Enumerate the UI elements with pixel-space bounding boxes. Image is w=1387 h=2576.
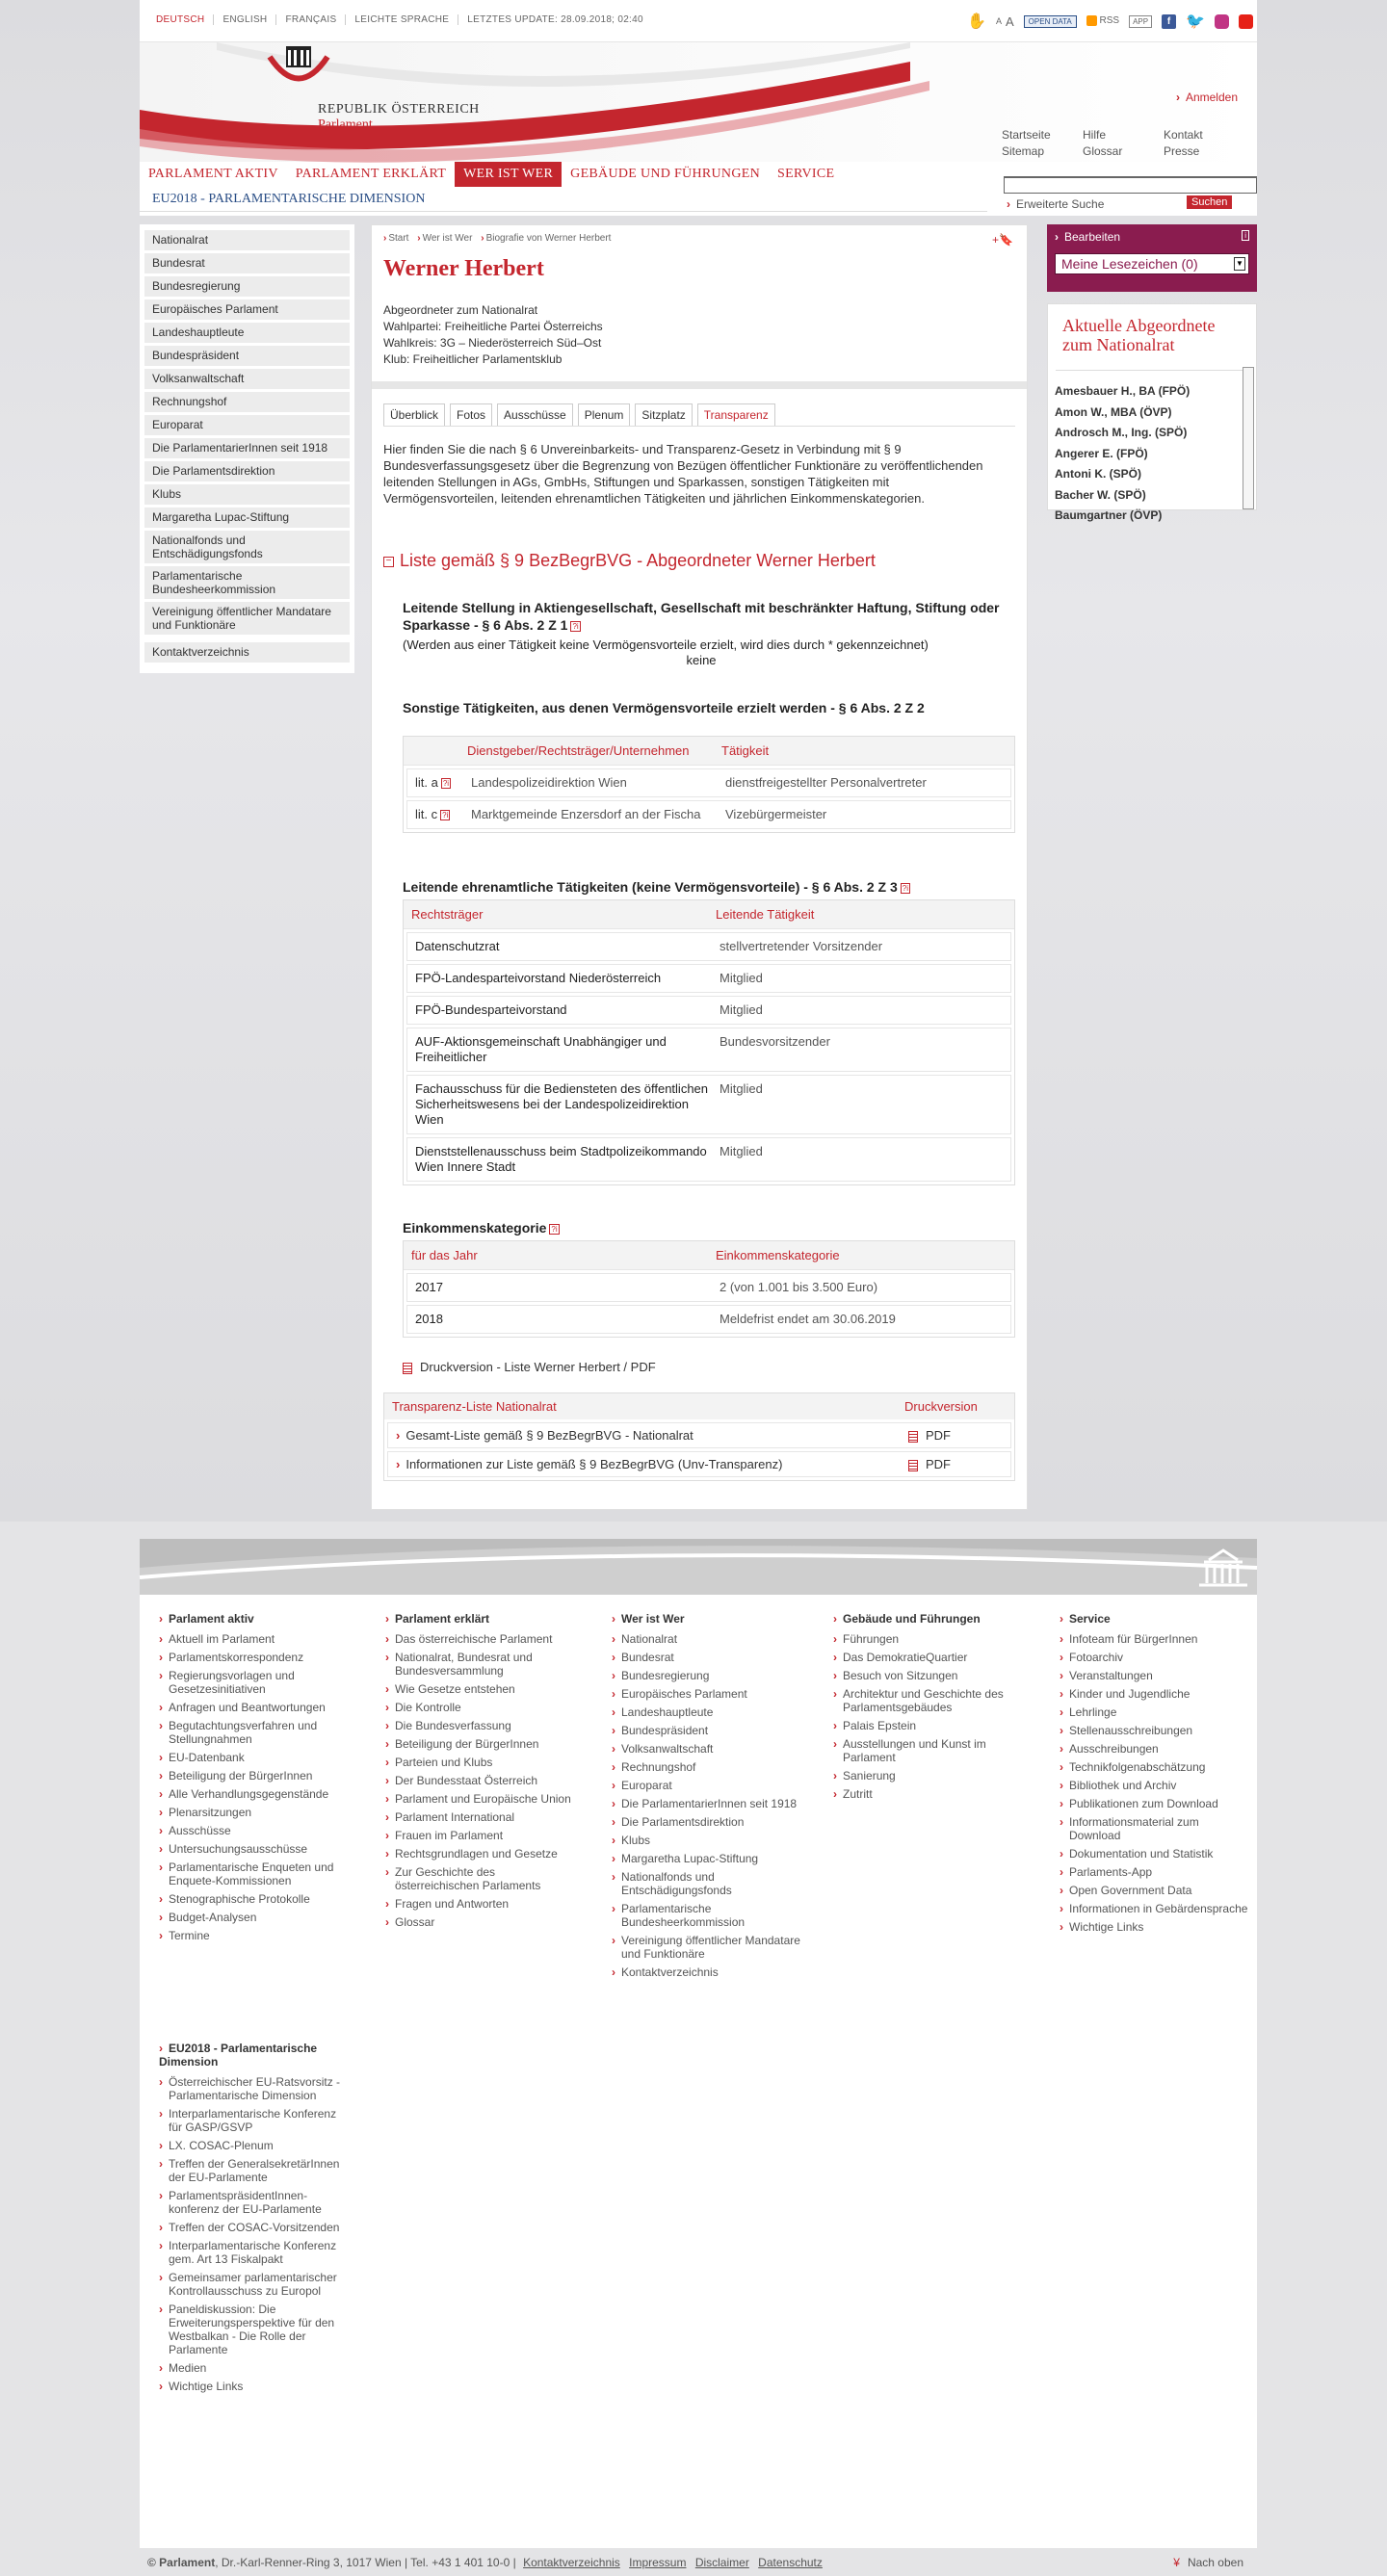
footer-heading[interactable]: › EU2018 - Parlamentarische Dimension (159, 2042, 352, 2069)
intro-text: Hier finden Sie die nach § 6 Unvereinbarkeits- und Transparenz-Gesetz in Verbindung mit § 9 Bundesverfassungsgesetz über die Begrenzung von Bezügen öffentlicher Funktionäre zu veröffentlichenden leitenden Stellungen in AGs, GmbHs, Stiftungen und Sparkassen, sonstigen Tätigkeiten mit Vermögensvorteilen, leitenden ehrenamtlichen Tätigkeiten und jährlichen Einkommenskategorien. (383, 442, 983, 506)
tab-ausschuesse[interactable]: Ausschüsse (497, 403, 573, 426)
footer-link[interactable]: › Regierungsvorlagen und Gesetzesinitiativen (159, 1669, 352, 1696)
language-switcher (147, 14, 652, 25)
footer-link[interactable]: › Fragen und Antworten (385, 1897, 578, 1911)
page-title: Werner Herbert (383, 256, 544, 281)
tab-sitzplatz[interactable]: Sitzplatz (635, 403, 692, 426)
footer-link[interactable]: › Wie Gesetze entstehen (385, 1682, 578, 1696)
row-org: Fachausschuss für die Bediensteten des öffentlichen Sicherheitswesens bei der Landespolizeidirektion Wien (415, 1081, 709, 1127)
quicklink-startseite[interactable]: Startseite (1002, 128, 1051, 142)
footer-link[interactable]: › Bundesrat (612, 1651, 804, 1664)
ehren-heading (403, 879, 910, 895)
logo-text (318, 102, 480, 133)
einkommen-heading (403, 1220, 560, 1236)
info-icon[interactable]: ?i (902, 883, 908, 893)
footer-link[interactable]: › Treffen der COSAC-Vorsitzenden (159, 2221, 352, 2234)
bookmark-add-icon[interactable]: +🔖 (992, 233, 1013, 247)
footer-link[interactable]: › Informationsmaterial zum Download (1060, 1815, 1252, 1842)
list-item[interactable]: Bacher W. (SPÖ) (1055, 487, 1146, 502)
sidebar-item-nationalrat[interactable]: Nationalrat (144, 230, 350, 250)
footer-link[interactable]: › Der Bundesstaat Österreich (385, 1774, 578, 1787)
row-org: FPÖ-Bundesparteivorstand (415, 1002, 567, 1017)
header-rechtstraeger: Rechtsträger (411, 907, 484, 922)
breadcrumb-current: Biografie von Werner Herbert (485, 233, 612, 244)
instagram-icon[interactable] (1215, 14, 1229, 29)
footer-link[interactable]: › Sanierung (833, 1769, 1035, 1782)
header (140, 0, 1257, 216)
youtube-icon[interactable] (1239, 14, 1253, 29)
footer-link[interactable]: › Untersuchungsausschüsse (159, 1842, 352, 1856)
table-row[interactable]: › Informationen zur Liste gemäß § 9 BezBegrBVG (Unv-Transparenz) PDF (387, 1451, 1011, 1477)
header-year: für das Jahr (411, 1248, 478, 1262)
table-row (406, 1075, 1011, 1134)
facebook-icon[interactable]: f (1162, 14, 1176, 29)
top-icons (967, 12, 1253, 31)
footer-link[interactable]: › Alle Verhandlungsgegenstände (159, 1787, 352, 1801)
footer-link[interactable]: › Budget-Analysen (159, 1911, 352, 1924)
footer-link[interactable]: › Kontaktverzeichnis (612, 1965, 804, 1979)
footer-link[interactable]: › Palais Epstein (833, 1719, 1035, 1732)
lang-fr[interactable]: FRANÇAIS (276, 14, 346, 25)
footer-link[interactable]: › Das DemokratieQuartier (833, 1651, 1035, 1664)
leitende-body (403, 637, 1000, 668)
footer-link[interactable]: › Dokumentation und Statistik (1060, 1847, 1252, 1860)
mp-list (1055, 381, 1191, 522)
rss-label: RSS (1099, 15, 1120, 27)
main-nav (140, 162, 843, 187)
list-item[interactable]: Amesbauer H., BA (FPÖ) (1055, 384, 1191, 398)
header-list: Transparenz-Liste Nationalrat (392, 1399, 557, 1414)
sonstige-heading (403, 700, 925, 716)
quicklink-kontakt[interactable]: Kontakt (1164, 128, 1203, 142)
bookmarks-value: Meine Lesezeichen (0) (1061, 256, 1198, 272)
section-header[interactable] (383, 551, 876, 571)
footer-heading[interactable]: › Parlament erklärt (385, 1612, 578, 1626)
address: , Dr.-Karl-Renner-Ring 3, 1017 Wien | Tel. +43 1 401 10-0 | (215, 2556, 516, 2569)
nav-gebaeude[interactable]: GEBÄUDE UND FÜHRUNGEN (570, 167, 761, 181)
table-row (406, 1137, 1011, 1182)
row-org: Landespolizeidirektion Wien (471, 775, 627, 790)
breadcrumb-wer-ist-wer[interactable]: Wer ist Wer (422, 233, 473, 244)
footer-link[interactable]: › Die Parlamentsdirektion (612, 1815, 804, 1829)
footer-link[interactable]: › Parlaments-App (1060, 1865, 1252, 1879)
footer-link[interactable]: › EU-Datenbank (159, 1751, 352, 1764)
rss-link[interactable] (1086, 15, 1119, 26)
footer-link[interactable]: › Parlament und Europäische Union (385, 1792, 578, 1806)
quicklink-glossar[interactable]: Glossar (1083, 144, 1123, 158)
footer-link[interactable]: › Stellenausschreibungen (1060, 1724, 1252, 1737)
quicklink-presse[interactable]: Presse (1164, 144, 1200, 158)
list-item[interactable]: Baumgartner (ÖVP) (1055, 508, 1163, 522)
sign-language-icon[interactable]: ✋ (967, 13, 986, 30)
sidebar-item-europarat[interactable]: Europarat (144, 415, 350, 435)
header-taetigkeit: Leitende Tätigkeit (716, 907, 815, 922)
table-header (404, 737, 1014, 766)
row-year: 2018 (415, 1312, 443, 1326)
footer-link[interactable]: › Ausschüsse (159, 1824, 352, 1837)
footer-link[interactable]: › Wichtige Links (1060, 1920, 1252, 1934)
sidebar-item-klubs[interactable]: Klubs (144, 484, 350, 505)
footer-link[interactable]: › Zutritt (833, 1787, 1035, 1801)
table-row[interactable]: › Gesamt-Liste gemäß § 9 BezBegrBVG - Nationalrat PDF (387, 1422, 1011, 1448)
footer-heading[interactable]: › Parlament aktiv (159, 1612, 352, 1626)
table-row (406, 1028, 1011, 1072)
lang-en[interactable]: ENGLISH (214, 14, 276, 25)
sidebar-item-kontaktverzeichnis[interactable]: Kontaktverzeichnis (144, 642, 350, 663)
twitter-icon[interactable]: 🐦 (1186, 13, 1205, 30)
footer-link[interactable]: › Begutachtungsverfahren und Stellungnahmen (159, 1719, 352, 1746)
list-item[interactable]: Antoni K. (SPÖ) (1055, 467, 1141, 481)
footer-col-aktiv (159, 1612, 352, 1947)
transparency-list (383, 1392, 1015, 1481)
table-row (406, 800, 1011, 829)
row-activity: Mitglied (720, 1081, 763, 1096)
sidebar-item-bundesrat[interactable]: Bundesrat (144, 253, 350, 273)
list-link[interactable]: Gesamt-Liste gemäß § 9 BezBegrBVG - Nationalrat (406, 1428, 694, 1443)
footer-link[interactable]: › Stenographische Protokolle (159, 1892, 352, 1906)
top-bar (140, 0, 1257, 42)
footer-link[interactable]: › Beteiligung der BürgerInnen (385, 1737, 578, 1751)
leitende-heading (403, 599, 1019, 634)
table-row (406, 1273, 1011, 1302)
footer-link[interactable]: › Informationen in Gebärdensprache (1060, 1902, 1252, 1915)
footer-link[interactable]: › Parteien und Klubs (385, 1756, 578, 1769)
footer-link[interactable]: › Parlamentarische Enqueten und Enquete-Kommissionen (159, 1860, 352, 1887)
mp-party: Wahlpartei: Freiheitliche Partei Österreichs (383, 320, 603, 333)
footer-link[interactable]: › Die Kontrolle (385, 1701, 578, 1714)
table-row (406, 964, 1011, 993)
footer-link[interactable]: › LX. COSAC-Plenum (159, 2139, 352, 2152)
footer-link[interactable]: › Zur Geschichte des österreichischen Parlaments (385, 1865, 578, 1892)
bookmarks-panel (1047, 224, 1257, 292)
footer-link[interactable]: › Die Bundesverfassung (385, 1719, 578, 1732)
tab-transparenz[interactable]: Transparenz (697, 403, 775, 426)
rss-icon (1086, 15, 1097, 26)
sidebar-item-bundespraesident[interactable]: Bundespräsident (144, 346, 350, 366)
footer-link[interactable]: › Glossar (385, 1915, 578, 1929)
info-icon[interactable]: ?i (551, 1224, 558, 1234)
quick-links (1002, 128, 1244, 158)
app-button[interactable]: APP (1129, 15, 1152, 28)
table-header (384, 1393, 1014, 1419)
footer-link[interactable]: › Europäisches Parlament (612, 1687, 804, 1701)
nav-eu2018[interactable]: EU2018 - PARLAMENTARISCHE DIMENSION (140, 189, 987, 212)
main-content (371, 224, 1028, 1510)
row-activity: Mitglied (720, 971, 763, 985)
footer-link[interactable]: › Nationalfonds und Entschädigungsfonds (612, 1870, 804, 1897)
pdf-link[interactable]: PDF (926, 1457, 951, 1471)
row-category: 2 (von 1.001 bis 3.500 Euro) (720, 1280, 878, 1294)
table-row (406, 768, 1011, 797)
sidebar-item-parlamentsdirektion[interactable]: Die Parlamentsdirektion (144, 461, 350, 481)
footer-link[interactable]: › Interparlamentarische Konferenz gem. Art 13 Fiskalpakt (159, 2239, 352, 2266)
footer-link-datenschutz[interactable]: Datenschutz (758, 2556, 823, 2569)
bottom-bar (140, 2548, 1257, 2576)
info-icon[interactable]: i (1242, 230, 1249, 241)
sidebar-item-bundesheerkommission[interactable]: Parlamentarische Bundesheerkommission (144, 566, 350, 599)
current-mps-box (1047, 303, 1257, 522)
footer-link[interactable]: › Aktuell im Parlament (159, 1632, 352, 1646)
info-icon[interactable]: ?i (442, 779, 450, 789)
footer-link[interactable]: › Infoteam für BürgerInnen (1060, 1632, 1252, 1646)
footer-band (140, 1539, 1257, 1595)
bearbeiten-label: Bearbeiten (1064, 230, 1121, 244)
bearbeiten-row[interactable]: › Bearbeiten i (1055, 230, 1249, 244)
pdf-icon (908, 1431, 918, 1443)
last-update: LETZTES UPDATE: 28.09.2018; 02:40 (467, 14, 643, 25)
footer-link[interactable]: › Ausschreibungen (1060, 1742, 1252, 1756)
footer-link[interactable]: › Technikfolgenabschätzung (1060, 1760, 1252, 1774)
list-item[interactable]: Androsch M., Ing. (SPÖ) (1055, 426, 1188, 439)
footer-link[interactable]: › Das österreichische Parlament (385, 1632, 578, 1646)
leitende-title: Leitende Stellung in Aktiengesellschaft, Gesellschaft mit beschränkter Haftung, Stiftung oder Sparkasse - § 6 Abs. 2 Z 1 (403, 600, 1000, 633)
row-category: Meldefrist endet am 30.06.2019 (720, 1312, 896, 1326)
chevron-down-icon: ▼ (1234, 257, 1245, 271)
footer-link[interactable]: › Österreichischer EU-Ratsvorsitz - Parlamentarische Dimension (159, 2075, 352, 2102)
footer-link[interactable]: › Treffen der GeneralsekretärInnen der EU-Parlamente (159, 2157, 352, 2184)
section-title: Liste gemäß § 9 BezBegrBVG - Abgeordneter Werner Herbert (400, 551, 876, 570)
print-version-link[interactable] (403, 1360, 656, 1374)
login-label: Anmelden (1185, 91, 1238, 104)
footer-link[interactable]: › Parlamentarische Bundesheerkommission (612, 1902, 804, 1929)
footer (140, 1595, 1257, 2548)
header-print: Druckversion (904, 1399, 978, 1414)
footer-link[interactable]: › Veranstaltungen (1060, 1669, 1252, 1682)
footer-col-service (1060, 1612, 1252, 1939)
sidebar-item-landeshauptleute[interactable]: Landeshauptleute (144, 323, 350, 343)
footer-heading[interactable]: › Gebäude und Führungen (833, 1612, 1035, 1626)
footer-link[interactable]: › Nationalrat (612, 1632, 804, 1646)
footer-col-wer (612, 1612, 804, 1984)
footer-link[interactable]: › Vereinigung öffentlicher Mandatare und Funktionäre (612, 1934, 804, 1961)
footer-col-gebaeude (833, 1612, 1035, 1806)
footer-link[interactable]: › Wichtige Links (159, 2380, 352, 2393)
sidebar-item-parlamentarier[interactable]: Die ParlamentarierInnen seit 1918 (144, 438, 350, 458)
footer-heading[interactable]: › Service (1060, 1612, 1252, 1626)
sidebar-item-vereinigung[interactable]: Vereinigung öffentlicher Mandatare und Funktionäre (144, 602, 350, 635)
mp-role: Abgeordneter zum Nationalrat (383, 303, 538, 317)
row-lit: lit. a (415, 775, 438, 790)
footer-link[interactable]: › Anfragen und Beantwortungen (159, 1701, 352, 1714)
sonstige-title: Sonstige Tätigkeiten, aus denen Vermögensvorteile erzielt werden - § 6 Abs. 2 Z 2 (403, 700, 925, 716)
nav-service[interactable]: SERVICE (777, 167, 835, 181)
open-data-button[interactable]: OPEN DATA (1024, 15, 1077, 28)
einkommen-table (403, 1240, 1015, 1338)
header-category: Einkommenskategorie (716, 1248, 840, 1262)
footer-link-impressum[interactable]: Impressum (629, 2556, 687, 2569)
nav-wer-ist-wer[interactable]: WER IST WER (455, 162, 562, 187)
search-input[interactable] (1004, 176, 1257, 194)
footer-link[interactable]: › Open Government Data (1060, 1884, 1252, 1897)
quicklink-hilfe[interactable]: Hilfe (1083, 128, 1107, 142)
login-link[interactable]: › Anmelden (1175, 91, 1238, 104)
current-mps-title: Aktuelle Abgeordnete zum Nationalrat (1062, 316, 1216, 354)
footer-link[interactable]: › Die ParlamentarierInnen seit 1918 (612, 1797, 804, 1810)
sidebar-item-rechnungshof[interactable]: Rechnungshof (144, 392, 350, 412)
footer-link[interactable]: › Nationalrat, Bundesrat und Bundesversammlung (385, 1651, 578, 1678)
back-to-top-label: Nach oben (1187, 2556, 1243, 2569)
row-org: Dienststellenausschuss beim Stadtpolizeikommando Wien Innere Stadt (415, 1144, 707, 1174)
row-year: 2017 (415, 1280, 443, 1294)
footer-link[interactable]: › Rechnungshof (612, 1760, 804, 1774)
row-lit: lit. c (415, 807, 438, 821)
font-small-button[interactable]: A (995, 16, 1002, 26)
footer-link[interactable]: › Plenarsitzungen (159, 1806, 352, 1819)
footer-link[interactable]: › Frauen im Parlament (385, 1829, 578, 1842)
footer-link[interactable]: › Margaretha Lupac-Stiftung (612, 1852, 804, 1865)
list-item[interactable]: Angerer E. (FPÖ) (1055, 446, 1148, 460)
extended-search-label: Erweiterte Suche (1016, 197, 1105, 211)
footer-link[interactable]: › Interparlamentarische Konferenz für GASP/GSVP (159, 2107, 352, 2134)
breadcrumb-start[interactable]: Start (388, 233, 409, 244)
table-header (404, 1241, 1014, 1270)
row-activity: Vizebürgermeister (725, 807, 827, 821)
pdf-icon (908, 1460, 918, 1471)
lang-de[interactable]: DEUTSCH (147, 14, 214, 25)
copyright: © Parlament (147, 2556, 216, 2569)
mp-district: Wahlkreis: 3G – Niederösterreich Süd–Ost (383, 336, 602, 350)
table-row (406, 932, 1011, 961)
leitende-note: (Werden aus einer Tätigkeit keine Vermögensvorteile erzielt, wird dies durch * gekennzeichnet) (403, 637, 929, 652)
footer-link-disclaimer[interactable]: Disclaimer (694, 2556, 749, 2569)
list-link[interactable]: Informationen zur Liste gemäß § 9 BezBegrBVG (Unv-Transparenz) (406, 1457, 783, 1471)
row-activity: Mitglied (720, 1144, 763, 1158)
profile-tabs (383, 403, 1015, 427)
footer-link[interactable]: › Volksanwaltschaft (612, 1742, 804, 1756)
footer-link[interactable]: › Führungen (833, 1632, 1035, 1646)
einkommen-title: Einkommenskategorie (403, 1220, 547, 1236)
sidebar-item-volksanwaltschaft[interactable]: Volksanwaltschaft (144, 369, 350, 389)
print-version-label: Druckversion - Liste Werner Herbert / PDF (420, 1360, 656, 1374)
nav-parlament-erklaert[interactable]: PARLAMENT ERKLÄRT (295, 167, 447, 181)
tab-ueberblick[interactable]: Überblick (383, 403, 445, 426)
row-org: AUF-Aktionsgemeinschaft Unabhängiger und Freiheitlicher (415, 1034, 667, 1064)
footer-col-erklaert (385, 1612, 578, 1934)
footer-link[interactable]: › Besuch von Sitzungen (833, 1669, 1035, 1682)
footer-link[interactable]: › Architektur und Geschichte des Parlamentsgebäudes (833, 1687, 1035, 1714)
info-icon[interactable]: ?i (442, 811, 449, 820)
tab-plenum[interactable]: Plenum (578, 403, 631, 426)
nav-parlament-aktiv[interactable]: PARLAMENT AKTIV (148, 167, 278, 181)
row-org: Marktgemeinde Enzersdorf an der Fischa (471, 807, 701, 821)
footer-link[interactable]: › Europarat (612, 1779, 804, 1792)
footer-link[interactable]: › Ausstellungen und Kunst im Parlament (833, 1737, 1035, 1764)
footer-link[interactable]: › Bibliothek und Archiv (1060, 1779, 1252, 1792)
table-header (404, 900, 1014, 929)
mp-club: Klub: Freiheitlicher Parlamentsklub (383, 352, 563, 366)
table-row (406, 1305, 1011, 1334)
row-org: Datenschutzrat (415, 939, 500, 953)
footer-link-kontakt[interactable]: Kontaktverzeichnis (523, 2556, 620, 2569)
footer-link[interactable]: › Bundespräsident (612, 1724, 804, 1737)
footer-link[interactable]: › Medien (159, 2361, 352, 2375)
logo-line2: Parlament (318, 117, 373, 132)
pdf-icon (403, 1363, 412, 1374)
bookmarks-select[interactable] (1055, 253, 1249, 274)
font-large-button[interactable]: A (1006, 13, 1014, 29)
sonstige-table (403, 736, 1015, 833)
footer-col-eu2018 (159, 2042, 352, 2398)
row-activity: Mitglied (720, 1002, 763, 1017)
list-item[interactable]: Amon W., MBA (ÖVP) (1055, 404, 1172, 419)
sidebar-item-lupac[interactable]: Margaretha Lupac-Stiftung (144, 507, 350, 528)
footer-link[interactable]: › Kinder und Jugendliche (1060, 1687, 1252, 1701)
sidebar-nav (140, 224, 354, 673)
ehren-table (403, 899, 1015, 1185)
back-to-top-link[interactable] (1173, 2556, 1243, 2569)
footer-link[interactable]: › Klubs (612, 1834, 804, 1847)
leitende-value: keine (686, 653, 717, 667)
search-button[interactable]: Suchen (1187, 195, 1232, 209)
footer-link[interactable]: › Fotoarchiv (1060, 1651, 1252, 1664)
footer-link[interactable]: › Lehrlinge (1060, 1705, 1252, 1719)
arrow-up-icon: ¥ (1173, 2556, 1180, 2569)
mp-info (383, 302, 603, 368)
footer-link[interactable]: › Parlament International (385, 1810, 578, 1824)
header-org: Dienstgeber/Rechtsträger/Unternehmen (467, 743, 690, 758)
footer-heading[interactable]: › Wer ist Wer (612, 1612, 804, 1626)
scrollbar[interactable] (1243, 367, 1254, 509)
pdf-link[interactable]: PDF (926, 1428, 951, 1443)
ehren-title: Leitende ehrenamtliche Tätigkeiten (keine Vermögensvorteile) - § 6 Abs. 2 Z 3 (403, 879, 898, 895)
footer-link[interactable]: › ParlamentspräsidentInnen-konferenz der EU-Parlamente (159, 2189, 352, 2216)
footer-link[interactable]: › Parlamentskorrespondenz (159, 1651, 352, 1664)
footer-link[interactable]: › Paneldiskussion: Die Erweiterungsperspektive für den Westbalkan - Die Rolle der Parlamente (159, 2303, 352, 2356)
footer-link[interactable]: › Rechtsgrundlagen und Gesetze (385, 1847, 578, 1860)
footer-swoosh (140, 1539, 1257, 1595)
collapse-icon[interactable]: − (383, 557, 394, 567)
sidebar-item-eu-parlament[interactable]: Europäisches Parlament (144, 299, 350, 320)
row-activity: Bundesvorsitzender (720, 1034, 830, 1049)
divider (372, 381, 1027, 389)
sidebar-item-bundesregierung[interactable]: Bundesregierung (144, 276, 350, 297)
table-row (406, 996, 1011, 1025)
quicklink-sitemap[interactable]: Sitemap (1002, 144, 1045, 158)
tab-fotos[interactable]: Fotos (450, 403, 492, 426)
info-icon[interactable]: ?i (572, 621, 579, 631)
sidebar-item-nationalfonds[interactable]: Nationalfonds und Entschädigungsfonds (144, 531, 350, 563)
footer-link[interactable]: › Gemeinsamer parlamentarischer Kontrollausschuss zu Europol (159, 2271, 352, 2298)
parliament-logo-icon[interactable] (265, 42, 332, 100)
footer-link[interactable]: › Bundesregierung (612, 1669, 804, 1682)
breadcrumb: › Start › Wer ist Wer › Biografie von Werner Herbert (383, 233, 612, 244)
lang-easy[interactable]: LEICHTE SPRACHE (346, 14, 458, 25)
row-org: FPÖ-Landesparteivorstand Niederösterreich (415, 971, 662, 985)
row-activity: dienstfreigestellter Personalvertreter (725, 775, 927, 790)
footer-link[interactable]: › Beteiligung der BürgerInnen (159, 1769, 352, 1782)
header-activity: Tätigkeit (721, 743, 770, 758)
footer-link[interactable]: › Landeshauptleute (612, 1705, 804, 1719)
extended-search-link[interactable]: › Erweiterte Suche (1007, 197, 1105, 211)
row-activity: stellvertretender Vorsitzender (720, 939, 883, 953)
footer-link[interactable]: › Publikationen zum Download (1060, 1797, 1252, 1810)
footer-link[interactable]: › Termine (159, 1929, 352, 1942)
logo-line1: REPUBLIK ÖSTERREICH (318, 102, 480, 117)
